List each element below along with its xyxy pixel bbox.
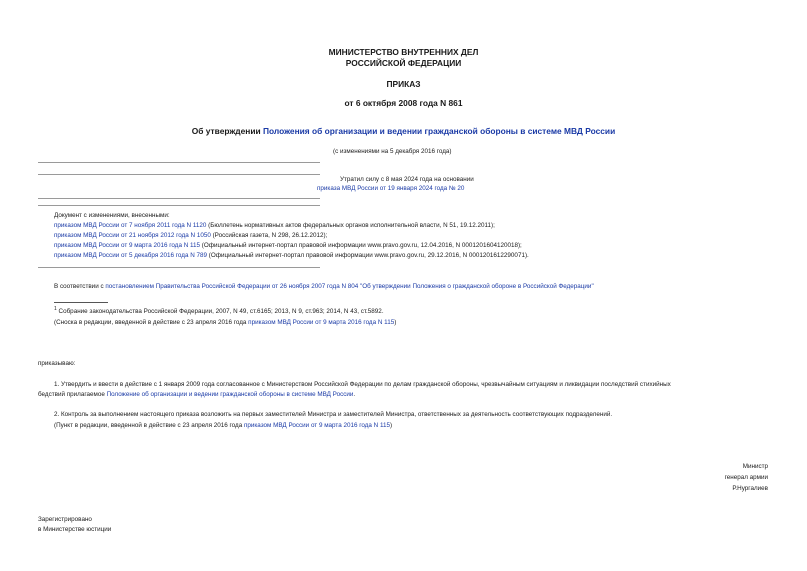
document-title	[0, 126, 807, 136]
divider	[38, 198, 320, 199]
item2-note	[54, 422, 392, 429]
amendment-source: (Российская газета, N 298, 26.12.2012);	[210, 232, 328, 239]
amendment-source: (Официальный интернет-портал правовой информации www.pravo.gov.ru, 29.12.2016, N 0001201612290071).	[207, 252, 529, 259]
amendment-link[interactable]: приказом МВД России от 21 ноября 2012 года N 1050	[54, 232, 211, 239]
accordance-link[interactable]: постановлением Правительства Российской Федерации от 26 ноября 2007 года N 804 "Об утверждении Положения о гражданской обороне в Российской Федерации"	[105, 283, 594, 290]
item1-prefix: бедствий прилагаемое	[38, 391, 107, 398]
accordance-prefix: В соответствии с	[54, 283, 106, 290]
divider	[38, 267, 320, 268]
amendment-item	[54, 222, 495, 229]
item1-link[interactable]: Положение об организации и ведении гражданской обороны в системе МВД России	[106, 391, 354, 398]
registration-line2: в Министерстве юстиции	[38, 526, 112, 533]
footnote-note-link[interactable]: приказом МВД России от 9 марта 2016 года N 115	[248, 319, 395, 326]
signature-rank: генерал армии	[724, 474, 768, 481]
accordance-paragraph	[54, 283, 594, 290]
divider	[38, 162, 320, 163]
revision-note: (с изменениями на 5 декабря 2016 года)	[333, 148, 452, 155]
ministry-name-line2: РОССИЙСКОЙ ФЕДЕРАЦИИ	[345, 58, 462, 68]
amendment-link[interactable]: приказом МВД России от 5 декабря 2016 года N 789	[54, 252, 208, 259]
item2-note-prefix: (Пункт в редакции, введенной в действие с 23 апреля 2016 года	[54, 422, 244, 429]
amendment-source: (Бюллетень нормативных актов федеральных органов исполнительной власти, N 51, 19.12.2011);	[206, 222, 495, 229]
amendment-source: (Официальный интернет-портал правовой информации www.pravo.gov.ru, 12.04.2016, N 0001201604120018);	[200, 242, 522, 249]
lost-force-text: Утратил силу с 8 мая 2024 года на основании	[340, 176, 474, 183]
footnote-note-suffix: )	[394, 319, 397, 326]
divider	[38, 205, 320, 206]
amendments-heading: Документ с изменениями, внесенными:	[54, 212, 170, 219]
footnote-divider	[54, 302, 108, 303]
item1-suffix: .	[353, 391, 356, 398]
amendment-link[interactable]: приказом МВД России от 7 ноября 2011 года N 1120	[54, 222, 207, 229]
divider	[38, 174, 320, 175]
footnote	[54, 306, 384, 315]
item2-note-link[interactable]: приказом МВД России от 9 марта 2016 года N 115	[243, 422, 390, 429]
amendment-item	[54, 252, 529, 259]
title-link[interactable]: Положения об организации и ведении гражданской обороны в системе МВД России	[262, 126, 616, 136]
item1-line2	[38, 391, 355, 398]
lost-force-link[interactable]: приказа МВД России от 19 января 2024 года № 20	[317, 185, 465, 192]
amendment-item	[54, 232, 327, 239]
footnote-note-prefix: (Сноска в редакции, введенной в действие с 23 апреля 2016 года	[54, 319, 249, 326]
amendment-item	[54, 242, 522, 249]
ministry-name-line1: МИНИСТЕРСТВО ВНУТРЕННИХ ДЕЛ	[328, 47, 479, 57]
footnote-note	[54, 319, 396, 326]
signature-title: Министр	[742, 463, 768, 470]
signature-name: Р.Нургалиев	[732, 485, 768, 492]
amendment-link[interactable]: приказом МВД России от 9 марта 2016 года N 115	[54, 242, 201, 249]
order-word: приказываю:	[38, 360, 76, 367]
registration-line1: Зарегистрировано	[38, 516, 92, 523]
document-type: ПРИКАЗ	[386, 79, 421, 89]
footnote-text: Собрание законодательства Российской Федерации, 2007, N 49, ст.6165; 2013, N 9, ст.963; 2014, N 43, ст.5892.	[56, 308, 384, 316]
title-prefix: Об утверждении	[191, 126, 263, 136]
item1-line1: 1. Утвердить и ввести в действие с 1 января 2009 года согласованное с Министерством Российской Федерации по делам гражданской обороны, чрезвычайным ситуациям и ликвидации последствий стихийных	[54, 381, 671, 388]
footnote-marker: 1	[54, 306, 57, 312]
document-date-number: от 6 октября 2008 года N 861	[344, 98, 463, 108]
item2: 2. Контроль за выполнением настоящего приказа возложить на первых заместителей Министра и заместителей Министра, ответственных за деятельность соответствующих подразделений.	[54, 411, 613, 418]
item2-note-suffix: )	[390, 422, 393, 429]
